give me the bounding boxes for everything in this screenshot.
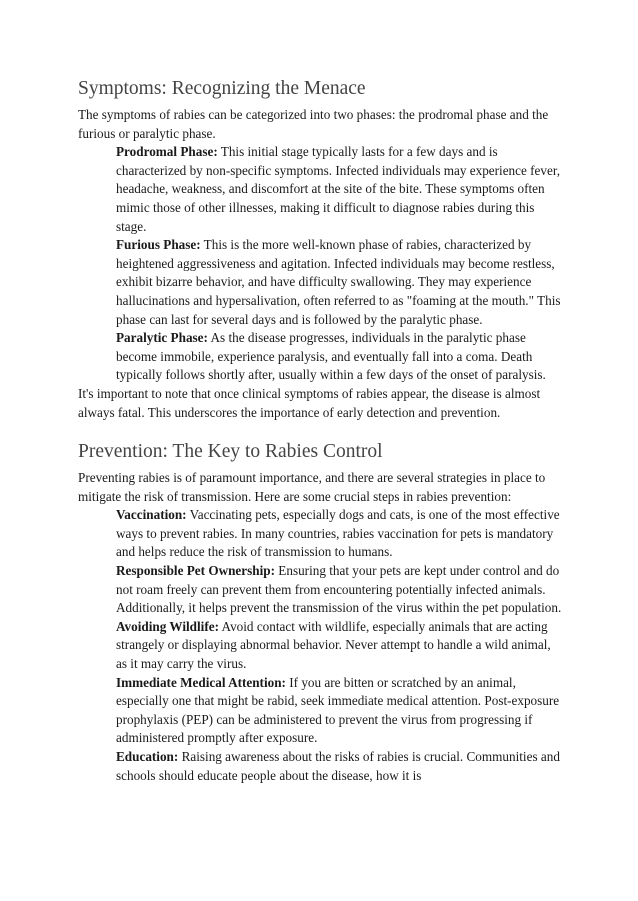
section-heading-symptoms: Symptoms: Recognizing the Menace <box>78 78 366 99</box>
list-item <box>116 748 564 785</box>
list-item-text: Vaccinating pets, especially dogs and cats, is one of the most effective ways to prevent rabies. In many countries, rabies vaccination for pets is mandatory and helps reduce the risk of transmission to humans. <box>116 507 560 560</box>
list-item <box>116 674 564 748</box>
prevention-list <box>78 506 564 785</box>
list-item-term: Furious Phase: <box>116 237 201 253</box>
list-item-text: This initial stage typically lasts for a few days and is characterized by non-specific symptoms. Infected individuals may experience fever, headache, weakness, and discomfort at the site of the bite. These symptoms often mimic those of other illnesses, making it difficult to diagnose rabies during this stage. <box>116 144 560 234</box>
list-item <box>116 236 564 329</box>
prevention-intro: Preventing rabies is of paramount importance, and there are several strategies in place to mitigate the risk of transmission. Here are some crucial steps in rabies prevention: <box>78 470 546 504</box>
list-item-term: Immediate Medical Attention: <box>116 674 286 690</box>
list-item <box>116 329 564 385</box>
symptoms-list <box>78 143 564 385</box>
list-item <box>116 143 564 236</box>
list-item-term: Responsible Pet Ownership: <box>116 563 275 579</box>
symptoms-intro: The symptoms of rabies can be categorized into two phases: the prodromal phase and the furious or paralytic phase. <box>78 107 549 141</box>
list-item-term: Prodromal Phase: <box>116 144 218 160</box>
list-item-term: Education: <box>116 749 179 764</box>
list-item-text: If you are bitten or scratched by an animal, especially one that might be rabid, seek immediate medical attention. Post-exposure prophylaxis (PEP) can be administered to prevent the virus from progressing if administered promptly after exposure. <box>116 674 560 746</box>
symptoms-outro: It's important to note that once clinical symptoms of rabies appear, the disease is almost always fatal. This underscores the importance of early detection and prevention. <box>78 385 541 420</box>
list-item-text: Raising awareness about the risks of rabies is crucial. Communities and schools should educate people about the disease, how it is <box>116 749 560 783</box>
list-item-term: Avoiding Wildlife: <box>116 618 219 634</box>
list-item <box>116 506 564 562</box>
list-item-term: Paralytic Phase: <box>116 330 208 346</box>
section-heading-prevention: Prevention: The Key to Rabies Control <box>78 441 383 463</box>
list-item-term: Vaccination: <box>116 507 187 523</box>
document-page <box>78 76 564 785</box>
list-item-text: This is the more well-known phase of rabies, characterized by heightened aggressiveness and agitation. Infected individuals may become restless, exhibit bizarre behavior, and have difficulty swallowing. They may experience hallucinations and hypersalivation, often referred to as "foaming at the mouth." This phase can last for several days and is followed by the paralytic phase. <box>116 237 561 327</box>
list-item <box>116 562 564 618</box>
list-item-text: As the disease progresses, individuals in the paralytic phase become immobile, experience paralysis, and eventually fall into a coma. Death typically follows shortly after, usually within a few days of the onset of paralysis. <box>116 330 546 383</box>
list-item-text: Avoid contact with wildlife, especially animals that are acting strangely or displaying abnormal behavior. Never attempt to handle a wild animal, as it may carry the virus. <box>116 618 551 672</box>
list-item <box>116 618 564 674</box>
list-item-text: Ensuring that your pets are kept under control and do not roam freely can prevent them from encountering potentially infected animals. Additionally, it helps prevent the transmission of the virus within the pet population. <box>116 563 562 616</box>
